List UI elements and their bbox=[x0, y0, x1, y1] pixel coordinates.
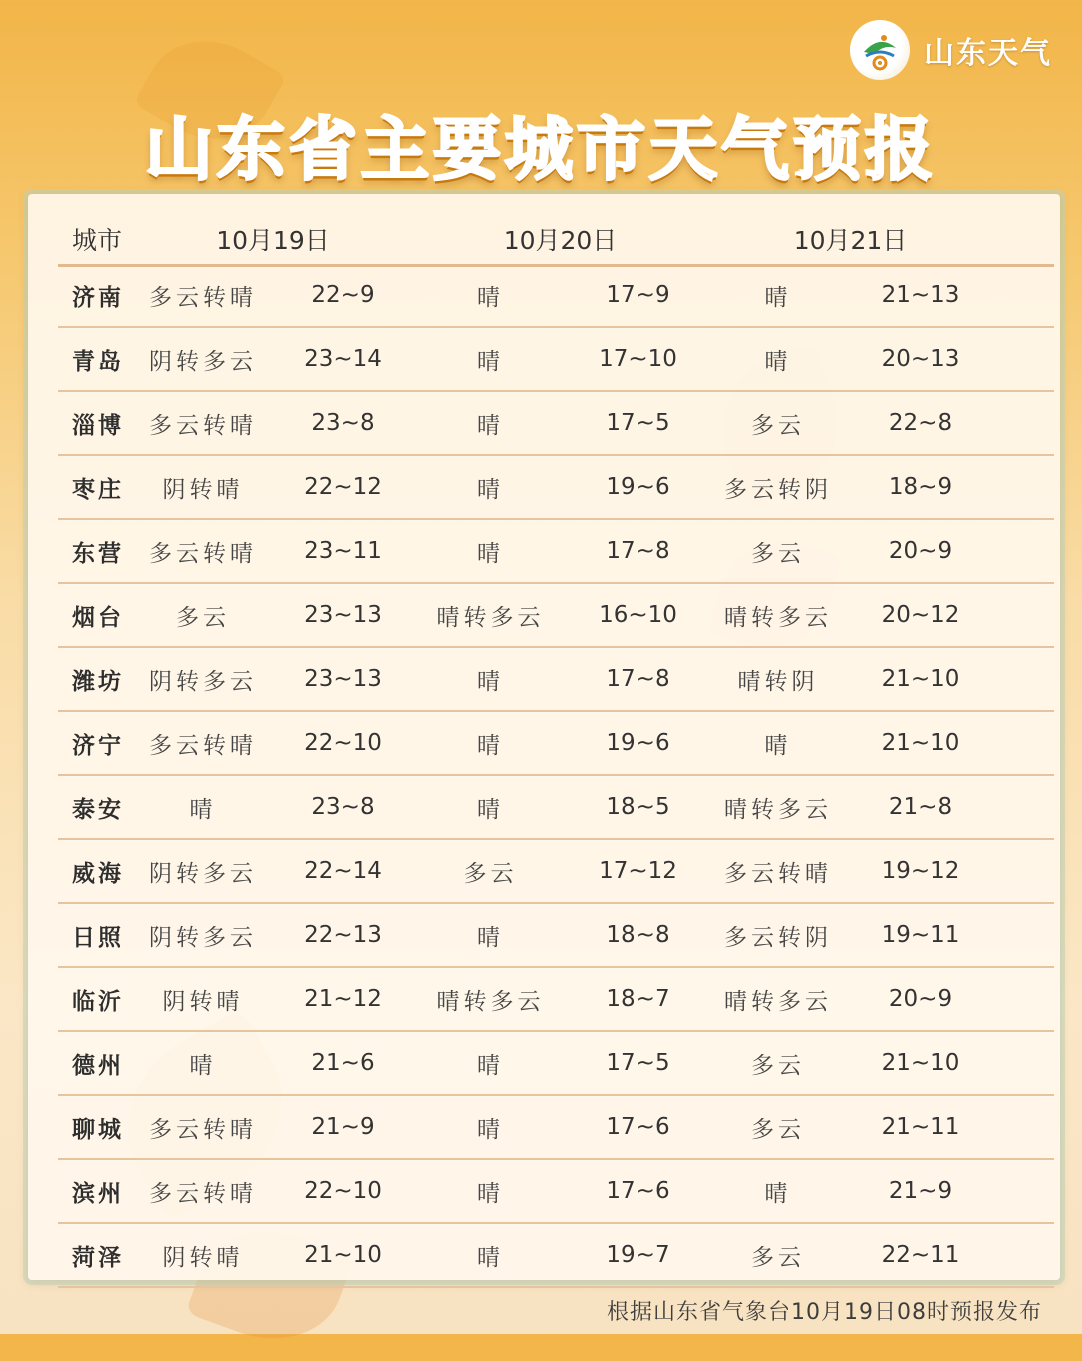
day3-temp: 22~11 bbox=[881, 1242, 960, 1268]
day3-weather: 晴 bbox=[764, 284, 792, 311]
day2-weather: 晴 bbox=[477, 1052, 504, 1079]
day2-temp: 19~7 bbox=[606, 1242, 670, 1268]
day3-temp: 21~10 bbox=[881, 666, 960, 692]
day3-weather: 晴转阴 bbox=[737, 668, 819, 695]
city-name: 济南 bbox=[72, 284, 124, 311]
city-name: 泰安 bbox=[72, 796, 124, 823]
day1-temp: 23~13 bbox=[304, 602, 382, 628]
table-row bbox=[58, 648, 1054, 712]
day1-temp: 23~13 bbox=[304, 666, 382, 692]
city-name: 济宁 bbox=[72, 732, 124, 759]
day1-temp: 21~10 bbox=[304, 1242, 382, 1268]
day2-weather: 多云 bbox=[463, 860, 518, 887]
header-date-1: 10月19日 bbox=[216, 226, 330, 255]
day2-temp: 18~8 bbox=[606, 922, 670, 948]
day3-weather: 多云 bbox=[751, 1052, 805, 1079]
day1-temp: 22~10 bbox=[304, 730, 382, 756]
day3-temp: 21~13 bbox=[881, 282, 960, 308]
day3-weather: 多云 bbox=[751, 1116, 805, 1143]
table-row bbox=[58, 584, 1054, 648]
day3-temp: 20~9 bbox=[888, 538, 953, 564]
day3-weather: 晴转多云 bbox=[724, 988, 832, 1015]
table-row bbox=[58, 392, 1054, 456]
city-name: 青岛 bbox=[72, 348, 124, 375]
day1-weather: 晴 bbox=[189, 796, 217, 823]
city-name: 聊城 bbox=[72, 1116, 124, 1143]
day3-weather: 多云 bbox=[751, 412, 805, 439]
city-name: 滨州 bbox=[72, 1180, 124, 1207]
day3-temp: 20~12 bbox=[881, 602, 960, 628]
city-name: 日照 bbox=[72, 924, 124, 951]
day2-temp: 19~6 bbox=[606, 474, 670, 500]
day1-temp: 23~11 bbox=[304, 538, 382, 564]
city-name: 淄博 bbox=[72, 412, 124, 439]
day2-weather: 晴 bbox=[477, 796, 504, 823]
day1-weather: 阴转多云 bbox=[149, 348, 257, 375]
day2-temp: 19~6 bbox=[606, 730, 670, 756]
day2-temp: 17~8 bbox=[606, 538, 670, 564]
table-row bbox=[58, 1160, 1054, 1224]
day2-temp: 18~5 bbox=[606, 794, 670, 820]
table-row bbox=[58, 904, 1054, 968]
day2-temp: 16~10 bbox=[599, 602, 677, 628]
table-row bbox=[58, 776, 1054, 840]
day2-weather: 晴 bbox=[477, 668, 504, 695]
day1-weather: 阴转晴 bbox=[162, 988, 244, 1015]
day1-weather: 多云转晴 bbox=[149, 1180, 257, 1207]
day2-weather: 晴 bbox=[477, 1180, 504, 1207]
day2-temp: 17~6 bbox=[606, 1114, 670, 1140]
day3-temp: 19~12 bbox=[881, 858, 960, 884]
day2-temp: 17~6 bbox=[606, 1178, 670, 1204]
day1-weather: 晴 bbox=[189, 1052, 217, 1079]
day3-temp: 18~9 bbox=[888, 474, 953, 500]
day3-weather: 多云转阴 bbox=[724, 476, 832, 503]
city-name: 东营 bbox=[72, 540, 124, 567]
day1-weather: 阴转晴 bbox=[162, 476, 244, 503]
day2-weather: 晴 bbox=[477, 412, 504, 439]
day3-weather: 多云 bbox=[751, 1244, 805, 1271]
city-name: 德州 bbox=[72, 1052, 124, 1079]
day3-weather: 晴 bbox=[764, 732, 792, 759]
day1-temp: 22~13 bbox=[304, 922, 382, 948]
city-name: 临沂 bbox=[72, 988, 124, 1015]
day1-weather: 多云转晴 bbox=[149, 1116, 257, 1143]
day1-temp: 22~12 bbox=[304, 474, 382, 500]
day1-weather: 阴转多云 bbox=[149, 668, 257, 695]
forecast-table-card bbox=[28, 194, 1060, 1280]
city-name: 威海 bbox=[72, 860, 124, 887]
day1-temp: 23~8 bbox=[311, 794, 375, 820]
day3-temp: 19~11 bbox=[881, 922, 960, 948]
day2-weather: 晴转多云 bbox=[436, 604, 545, 631]
day1-weather: 多云 bbox=[176, 604, 230, 631]
city-name: 枣庄 bbox=[72, 476, 124, 503]
table-row bbox=[58, 968, 1054, 1032]
day2-weather: 晴 bbox=[477, 1244, 504, 1271]
city-name: 菏泽 bbox=[72, 1244, 124, 1271]
day3-weather: 多云转阴 bbox=[724, 924, 832, 951]
day3-weather: 多云转晴 bbox=[724, 860, 832, 887]
header-city: 城市 bbox=[72, 226, 123, 255]
day1-weather: 多云转晴 bbox=[149, 284, 257, 311]
table-row bbox=[58, 712, 1054, 776]
table-row bbox=[58, 1096, 1054, 1160]
day1-temp: 21~9 bbox=[311, 1114, 375, 1140]
day3-weather: 晴 bbox=[764, 1180, 792, 1207]
city-name: 潍坊 bbox=[72, 668, 124, 695]
day2-weather: 晴 bbox=[477, 1116, 504, 1143]
day1-temp: 23~8 bbox=[311, 410, 375, 436]
day1-temp: 21~6 bbox=[311, 1050, 375, 1076]
city-name: 烟台 bbox=[72, 604, 124, 631]
table-body bbox=[58, 264, 1054, 1288]
day3-temp: 21~8 bbox=[888, 794, 953, 820]
day3-temp: 22~8 bbox=[888, 410, 953, 436]
day1-temp: 21~12 bbox=[304, 986, 382, 1012]
day2-weather: 晴 bbox=[477, 476, 504, 503]
day1-weather: 多云转晴 bbox=[149, 412, 257, 439]
day3-temp: 21~9 bbox=[888, 1178, 953, 1204]
day2-temp: 17~8 bbox=[606, 666, 670, 692]
day2-temp: 18~7 bbox=[606, 986, 670, 1012]
day2-weather: 晴 bbox=[477, 284, 504, 311]
day2-temp: 17~10 bbox=[599, 346, 677, 372]
header-date-3: 10月21日 bbox=[793, 226, 908, 255]
page-title: 山东省主要城市天气预报 bbox=[144, 111, 937, 190]
day1-weather: 阴转多云 bbox=[149, 924, 257, 951]
day3-temp: 21~11 bbox=[881, 1114, 960, 1140]
day1-weather: 多云转晴 bbox=[149, 732, 257, 759]
day1-temp: 22~10 bbox=[304, 1178, 382, 1204]
table-row bbox=[58, 264, 1054, 328]
day1-weather: 阴转多云 bbox=[149, 860, 257, 887]
day2-weather: 晴 bbox=[477, 348, 504, 375]
day1-weather: 阴转晴 bbox=[162, 1244, 244, 1271]
source-note: 根据山东省气象台10月19日08时预报发布 bbox=[607, 1300, 1042, 1325]
brand-emblem-icon bbox=[850, 20, 910, 80]
day2-weather: 晴 bbox=[477, 732, 504, 759]
brand-name: 山东天气 bbox=[924, 36, 1052, 71]
day3-temp: 20~13 bbox=[881, 346, 960, 372]
day2-temp: 17~5 bbox=[606, 410, 670, 436]
header-date-2: 10月20日 bbox=[503, 226, 618, 255]
day3-temp: 21~10 bbox=[881, 730, 960, 756]
table-row bbox=[58, 328, 1054, 392]
day3-temp: 21~10 bbox=[881, 1050, 960, 1076]
day3-weather: 晴 bbox=[764, 348, 792, 375]
day1-temp: 22~14 bbox=[304, 858, 382, 884]
day2-temp: 17~5 bbox=[606, 1050, 670, 1076]
table-row bbox=[58, 1032, 1054, 1096]
day2-temp: 17~12 bbox=[599, 858, 677, 884]
day2-weather: 晴转多云 bbox=[436, 988, 545, 1015]
day3-weather: 晴转多云 bbox=[724, 604, 832, 631]
day2-temp: 17~9 bbox=[606, 282, 670, 308]
day3-weather: 多云 bbox=[751, 540, 805, 567]
day2-weather: 晴 bbox=[477, 540, 504, 567]
brand-logo bbox=[850, 20, 1052, 80]
day1-weather: 多云转晴 bbox=[149, 540, 257, 567]
day3-temp: 20~9 bbox=[888, 986, 953, 1012]
table-row bbox=[58, 1224, 1054, 1288]
day2-weather: 晴 bbox=[477, 924, 504, 951]
table-header bbox=[58, 214, 1054, 264]
day3-weather: 晴转多云 bbox=[724, 796, 832, 823]
table-row bbox=[58, 840, 1054, 904]
table-row bbox=[58, 456, 1054, 520]
day1-temp: 23~14 bbox=[304, 346, 382, 372]
day1-temp: 22~9 bbox=[311, 282, 375, 308]
table-row bbox=[58, 520, 1054, 584]
